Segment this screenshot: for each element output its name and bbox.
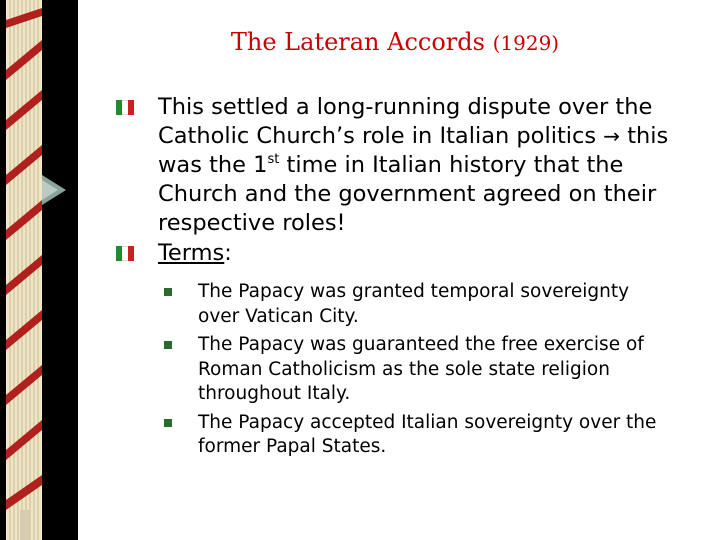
- italian-flag-icon: [116, 100, 134, 115]
- slide-title-year: (1929): [492, 31, 560, 55]
- square-bullet-icon: [164, 419, 172, 427]
- decorative-staff-image: [0, 0, 78, 540]
- bullet-dispute-text-b: time in Italian history that the Church and the government agreed on their respective roles!: [158, 152, 657, 236]
- terms-list: [112, 280, 672, 460]
- decorative-staff-strip: [0, 0, 78, 540]
- slide-title-text: The Lateran Accords: [230, 28, 485, 56]
- list-item: [198, 280, 672, 329]
- terms-colon: :: [224, 240, 232, 266]
- bullet-dispute-text: This settled a long-running dispute over the Catholic Church’s role in Italian politics: [158, 94, 653, 149]
- term-text: The Papacy was guaranteed the free exercise of Roman Catholicism as the sole state religion throughout Italy.: [198, 334, 644, 404]
- term-text: The Papacy was granted temporal sovereignty over Vatican City.: [198, 281, 630, 327]
- terms-label: Terms: [158, 240, 225, 266]
- slide-body: [112, 93, 672, 464]
- list-item: [198, 411, 672, 460]
- term-text: The Papacy accepted Italian sovereignty over the former Papal States.: [198, 411, 657, 457]
- slide-title: [0, 28, 720, 56]
- bullet-terms: [112, 239, 672, 268]
- bullet-dispute-text-a: this was the 1: [158, 123, 669, 178]
- bullet-dispute: [112, 93, 672, 238]
- right-arrow-icon: →: [603, 124, 621, 148]
- list-item: [198, 333, 672, 407]
- square-bullet-icon: [164, 341, 172, 349]
- italian-flag-icon: [116, 246, 134, 261]
- ordinal-suffix: st: [267, 152, 280, 167]
- square-bullet-icon: [164, 288, 172, 296]
